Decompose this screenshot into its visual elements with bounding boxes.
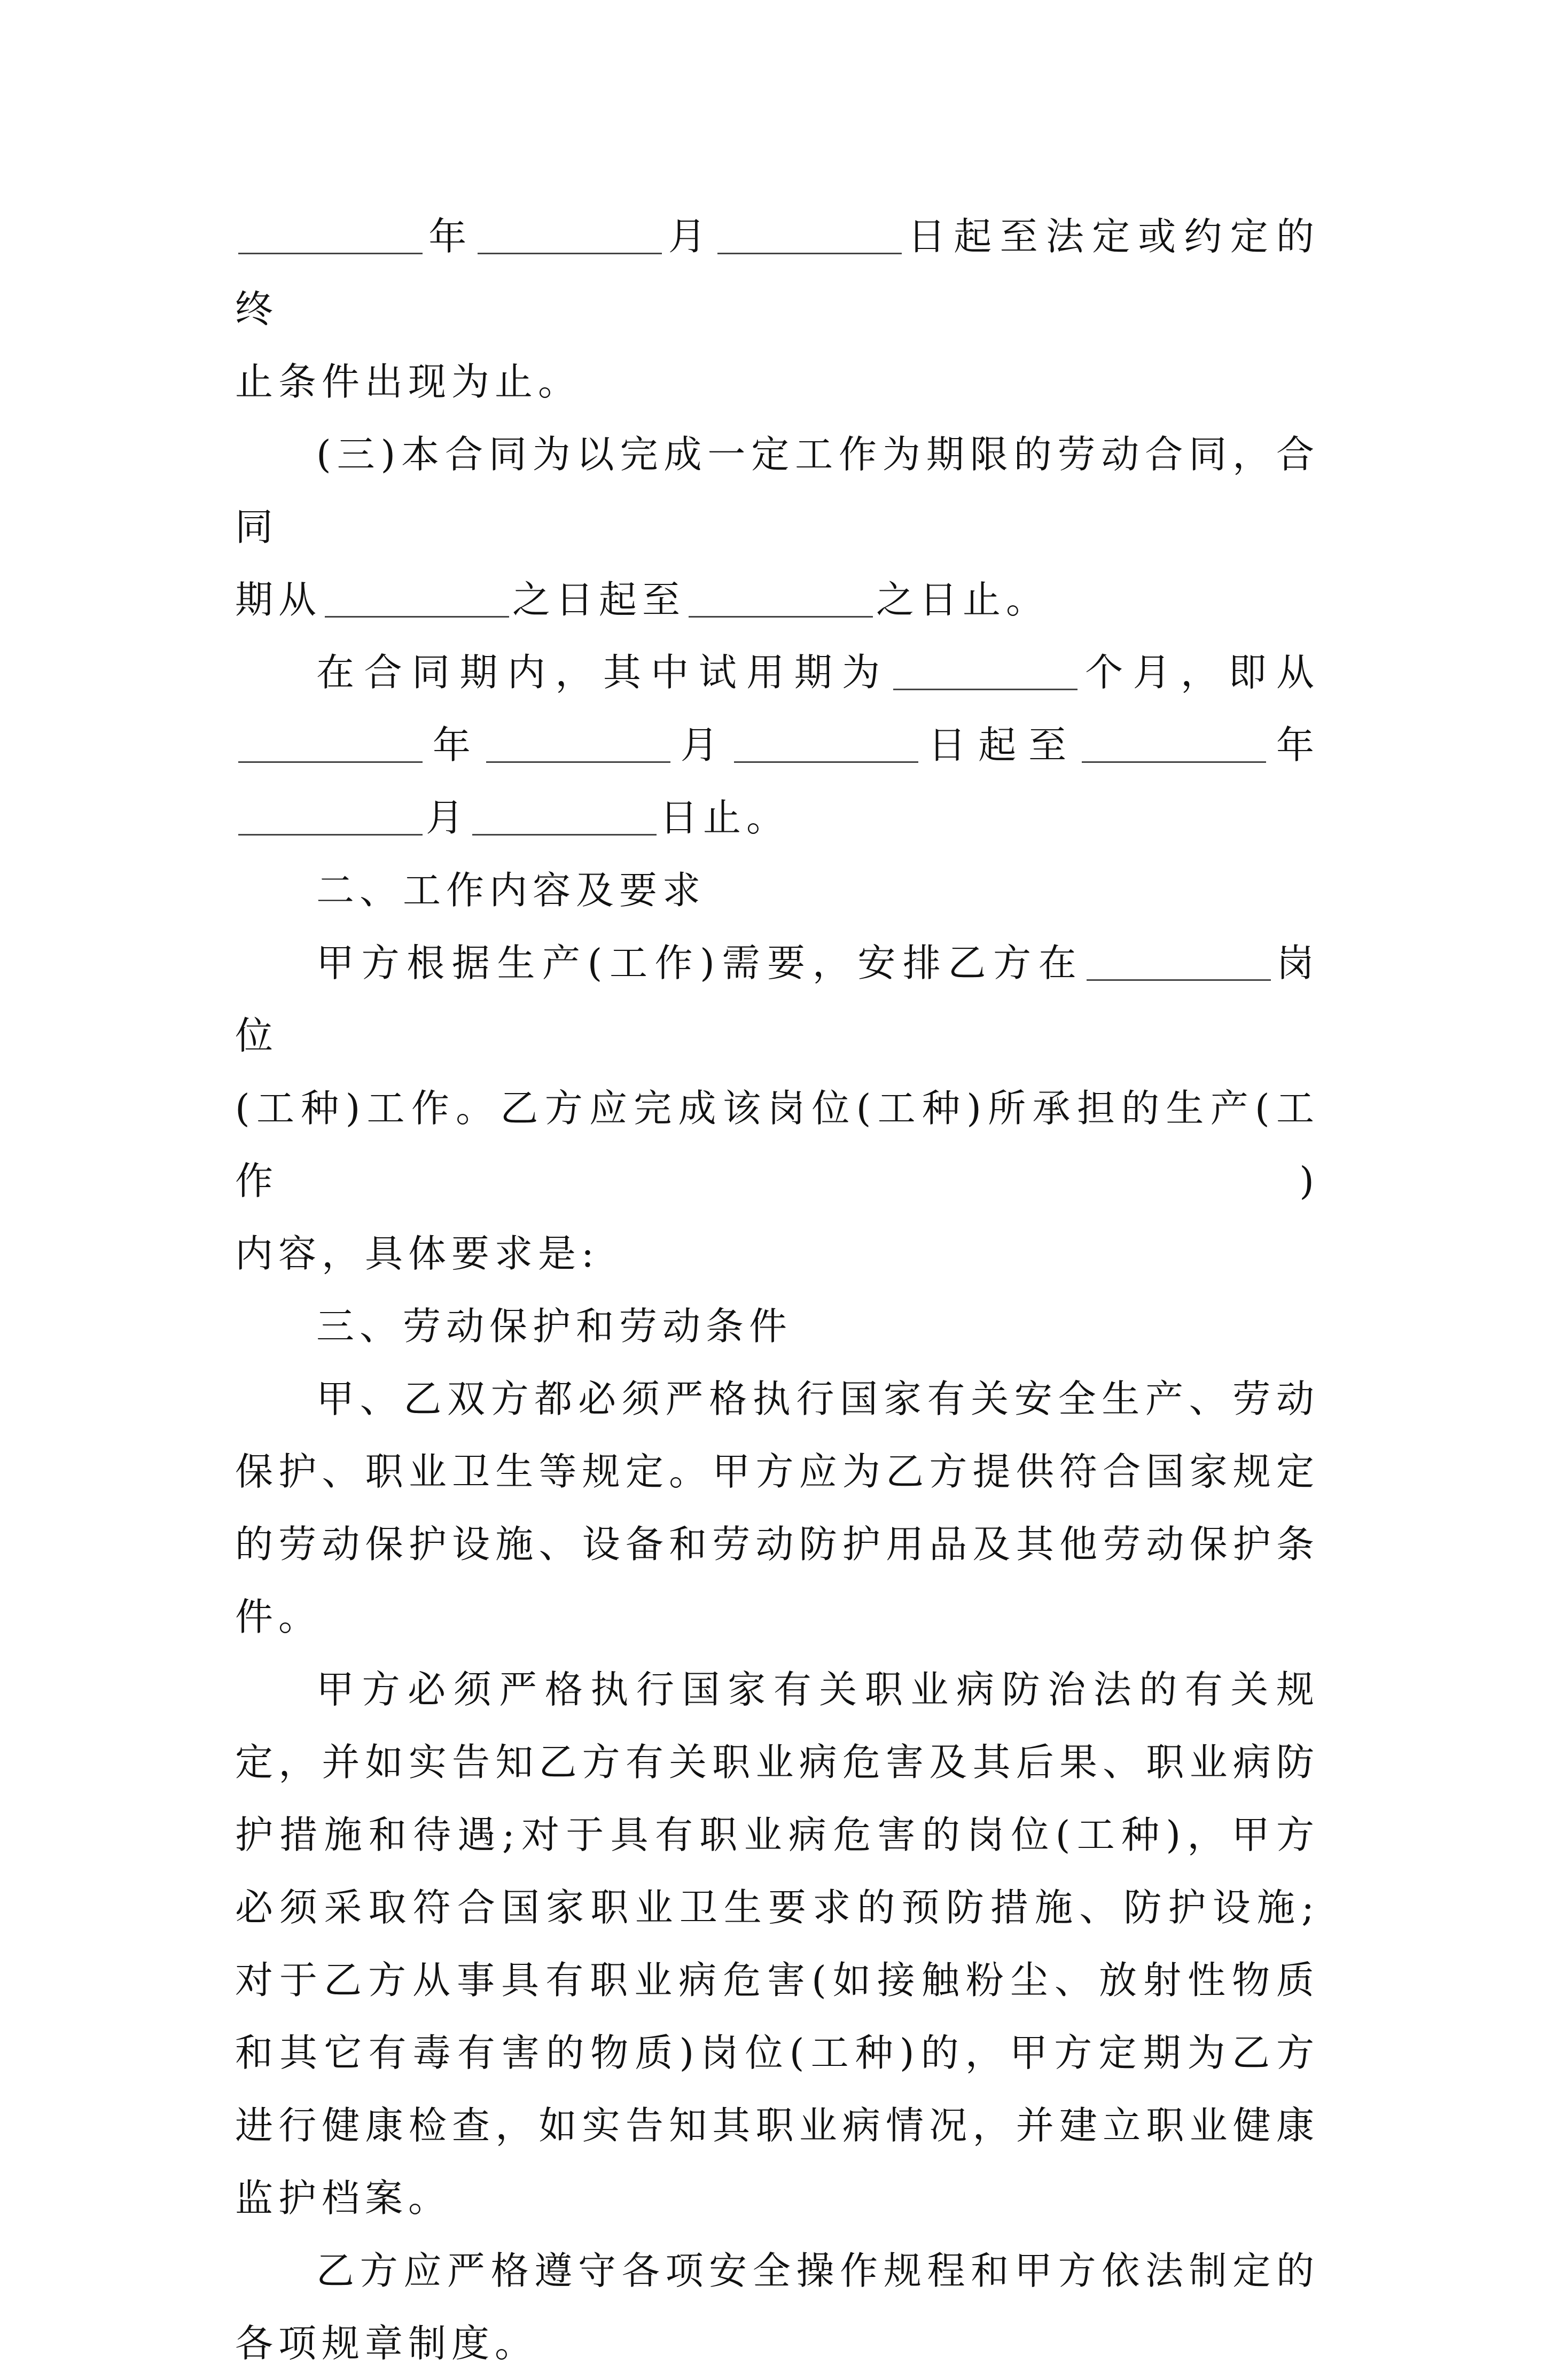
paragraph-employee-compliance: 乙方应严格遵守各项安全操作规程和甲方依法制定的各项规章制度。 bbox=[235, 2249, 1319, 2366]
fill-blank-month[interactable] bbox=[478, 215, 662, 254]
fill-blank-position[interactable] bbox=[1087, 941, 1271, 981]
fill-blank-probation-end-day[interactable] bbox=[472, 796, 657, 836]
fill-blank-day[interactable] bbox=[717, 215, 902, 254]
fill-blank-start[interactable] bbox=[325, 578, 509, 618]
fill-blank-probation-end-month[interactable] bbox=[238, 796, 423, 836]
paragraph-probation-line2: 年 月 日起至 年 bbox=[235, 709, 1319, 782]
fill-blank-probation-end-year[interactable] bbox=[1082, 723, 1266, 763]
section-heading-work-content: 二、工作内容及要求 bbox=[316, 868, 706, 912]
fill-blank-probation-start-year[interactable] bbox=[238, 723, 423, 763]
paragraph-task-contract-line2: 期从 之日起至 之日止。 bbox=[235, 578, 1050, 622]
paragraph-safety-regulations: 甲、乙双方都必须严格执行国家有关安全生产、劳动保护、职业卫生等规定。甲方应为乙方提供符合国家规定的劳动保护设施、设备和劳动防护用品及其他劳动保护条件。 bbox=[235, 1377, 1319, 1639]
paragraph-work-assignment-line2: (工种)工作。乙方应完成该岗位(工种)所承担的生产(工作) bbox=[235, 1086, 1319, 1203]
fill-blank-year[interactable] bbox=[238, 215, 423, 254]
fill-blank-probation-start-month[interactable] bbox=[486, 723, 670, 763]
paragraph-work-assignment-line3: 内容，具体要求是: bbox=[235, 1231, 599, 1276]
paragraph-probation-line1: 在合同期内，其中试用期为 个月，即从 bbox=[316, 650, 1319, 695]
fill-blank-probation-start-day[interactable] bbox=[734, 723, 918, 763]
paragraph-work-assignment-line1: 甲方根据生产(工作)需要，安排乙方在 岗位 bbox=[235, 941, 1319, 1058]
paragraph-task-contract-line1: (三)本合同为以完成一定工作为期限的劳动合同，合同 bbox=[235, 432, 1319, 549]
fill-blank-probation-months[interactable] bbox=[893, 651, 1077, 690]
paragraph-probation-line3: 月 日止。 bbox=[235, 782, 1319, 854]
paragraph-term-end-line2: 止条件出现为止。 bbox=[235, 360, 582, 404]
section-heading-labor-protection: 三、劳动保护和劳动条件 bbox=[316, 1304, 793, 1348]
document-page bbox=[235, 200, 1319, 2380]
paragraph-occupational-disease: 甲方必须严格执行国家有关职业病防治法的有关规定，并如实告知乙方有关职业病危害及其后果、职业病防护措施和待遇;对于具有职业病危害的岗位(工种)，甲方必须采取符合国家职业卫生要求的预防措施、防护设施;对于乙方从事具有职业病危害(如接触粉尘、放射性物质和其它有毒有害的物质)岗位(工种)的，甲方定期为乙方进行健康检查，如实告知其职业病情况，并建立职业健康监护档案。 bbox=[235, 1667, 1319, 2220]
paragraph-term-end-line1: 年 月 日起至法定或约定的终 bbox=[235, 214, 1319, 331]
fill-blank-end[interactable] bbox=[689, 578, 873, 618]
